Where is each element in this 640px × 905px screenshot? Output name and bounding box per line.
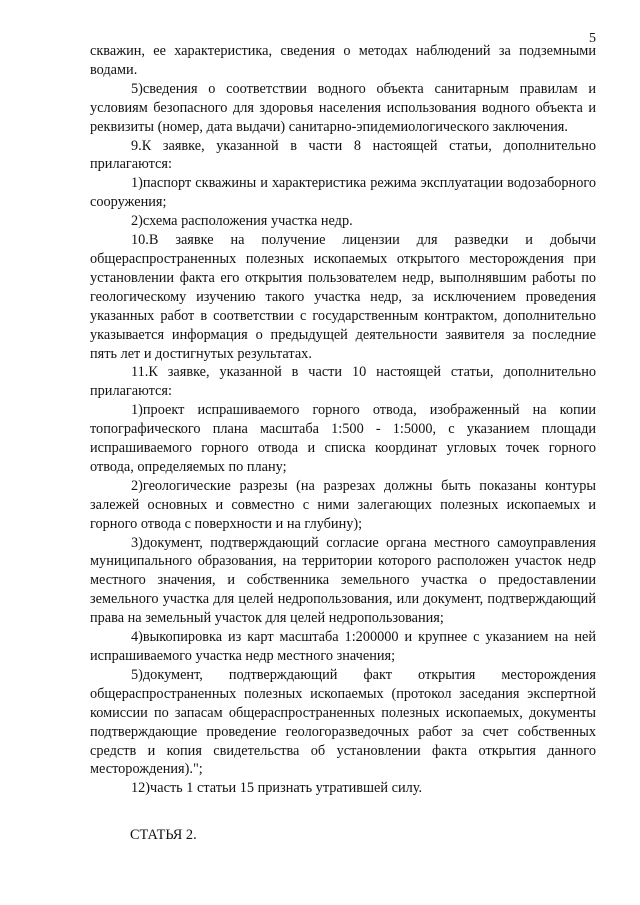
page-number: 5 bbox=[589, 31, 596, 46]
paragraph-item-5-water-sanitary: 5)сведения о соответствии водного объекта санитарным правилам и условиям безопасного для здоровья населения использования водного объекта и реквизиты (номер, дата выдачи) санитарно-эпидемиологического заключения. bbox=[90, 80, 596, 135]
paragraph-part-10: 10.В заявке на получение лицензии для разведки и добычи общераспространенных полезных ископаемых открытого месторождения при установлении факта его открытия пользователем недр, выполнявшим работы по геологическому изучению такого участка недр, за исключением проведения указанных работ в соответствии с государственным контрактом, дополнительно указывается информация о предыдущей деятельности заявителя за последние пять лет и достигнутых результатах. bbox=[90, 232, 596, 362]
paragraph-item-12-repeal: 12)часть 1 статьи 15 признать утратившей силу. bbox=[131, 780, 423, 797]
paragraph-item-3-consent-document: 3)документ, подтверждающий согласие органа местного самоуправления муниципального образования, на территории которого расположен участок недр местного значения, и собственника земельного участка о предоставлении земельного участка для целей недропользования, или документ, подтверждающий права на земельный участок для целей недропользования; bbox=[90, 534, 596, 627]
paragraph-item-5-discovery-fact: 5)документ, подтверждающий факт открытия месторождения общераспространенных полезных ископаемых (протокол заседания экспертной комиссии по запасам общераспространенных полезных ископаемых, документы подтверждающие проведение геологоразведочных работ за счет собственных средств и копия свидетельства об установлении факта открытия данного месторождения)."; bbox=[90, 666, 596, 778]
paragraph-item-2-geological-sections: 2)геологические разрезы (на разрезах должны быть показаны контуры залежей основных и совместно с ними залегающих полезных ископаемых и горного отвода с поверхности и на глубину); bbox=[90, 477, 596, 532]
paragraph-item-1-mining-allotment: 1)проект испрашиваемого горного отвода, изображенный на копии топографического плана масштаба 1:500 - 1:5000, с указанием площади испрашиваемого горного отвода и списка координат угловых точек горного отвода, определяемых по плану; bbox=[90, 402, 596, 475]
paragraph-part-9: 9.К заявке, указанной в части 8 настоящей статьи, дополнительно прилагаются: bbox=[90, 137, 596, 173]
paragraph-continuation: скважин, ее характеристика, сведения о методах наблюдений за подземными водами. bbox=[90, 43, 596, 78]
paragraph-part-11: 11.К заявке, указанной в части 10 настоящей статьи, дополнительно прилагаются: bbox=[90, 364, 596, 400]
document-body bbox=[90, 42, 596, 798]
paragraph-item-4-map-extract: 4)выкопировка из карт масштаба 1:200000 и крупнее с указанием на ней испрашиваемого участка недр местного значения; bbox=[90, 629, 596, 664]
article-heading: СТАТЬЯ 2. bbox=[130, 827, 197, 843]
paragraph-item-1-well-passport: 1)паспорт скважины и характеристика режима эксплуатации водозаборного сооружения; bbox=[90, 175, 596, 211]
paragraph-item-2-site-scheme: 2)схема расположения участка недр. bbox=[131, 213, 353, 230]
